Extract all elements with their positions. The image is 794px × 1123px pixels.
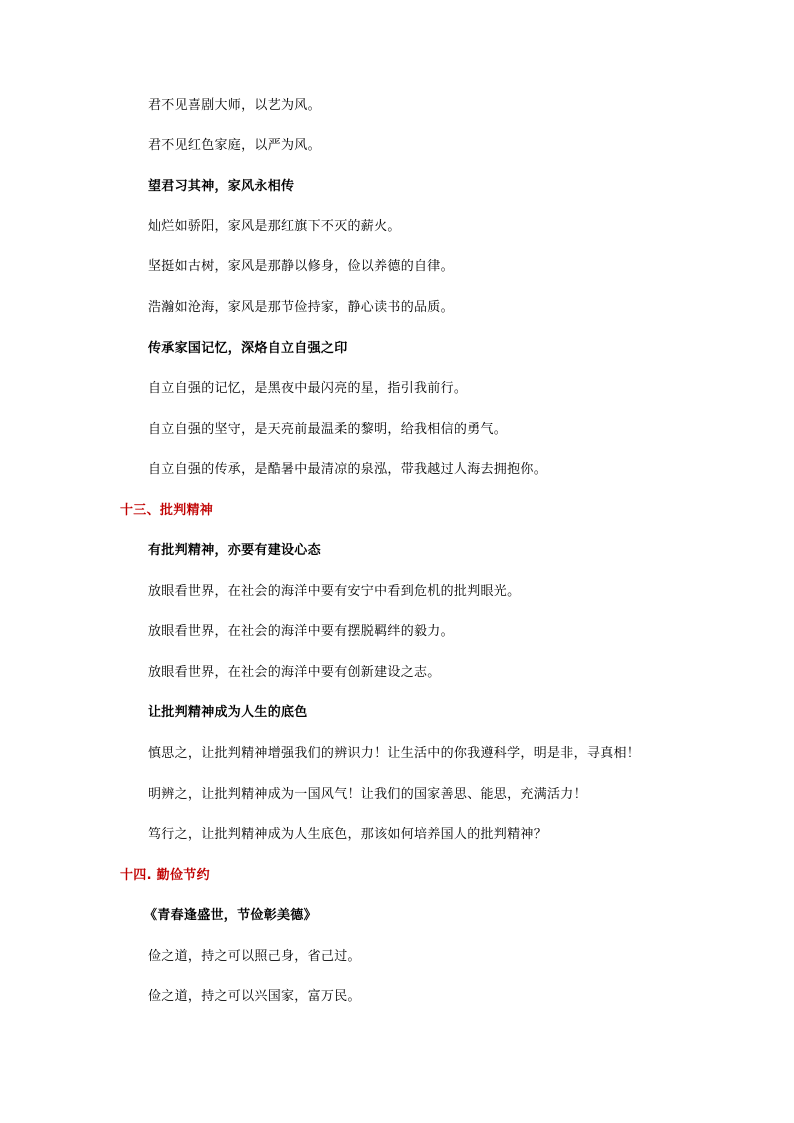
paragraph-line: 自立自强的记忆，是黑夜中最闪亮的星，指引我前行。 bbox=[148, 381, 468, 396]
paragraph-line: 明辨之，让批判精神成为一国风气！让我们的国家善思、能思，充满活力！ bbox=[148, 787, 587, 802]
paragraph-line: 君不见喜剧大师，以艺为风。 bbox=[148, 98, 321, 113]
paragraph-line: 笃行之，让批判精神成为人生底色，那该如何培养国人的批判精神？ bbox=[148, 827, 548, 842]
paragraph-line: 放眼看世界，在社会的海洋中要有创新建设之志。 bbox=[148, 665, 441, 680]
paragraph-line: 坚挺如古树，家风是那静以修身，俭以养德的自律。 bbox=[148, 259, 454, 274]
paragraph-line: 放眼看世界，在社会的海洋中要有安宁中看到危机的批判眼光。 bbox=[148, 584, 521, 599]
paragraph-line: 自立自强的传承，是酷暑中最清凉的泉泓，带我越过人海去拥抱你。 bbox=[148, 462, 548, 477]
section-heading: 十三、批判精神 bbox=[120, 503, 214, 518]
subheading: 传承家国记忆，深烙自立自强之印 bbox=[148, 341, 348, 356]
subheading: 让批判精神成为人生的底色 bbox=[148, 705, 308, 720]
paragraph-line: 灿烂如骄阳，家风是那红旗下不灭的薪火。 bbox=[148, 219, 401, 234]
paragraph-line: 君不见红色家庭，以严为风。 bbox=[148, 138, 321, 153]
subheading: 有批判精神，亦要有建设心态 bbox=[148, 543, 321, 558]
paragraph-line: 自立自强的坚守，是天亮前最温柔的黎明，给我相信的勇气。 bbox=[148, 422, 508, 437]
subheading: 《青春逢盛世，节俭彰美德》 bbox=[144, 908, 317, 923]
paragraph-line: 俭之道，持之可以兴国家，富万民。 bbox=[148, 989, 361, 1004]
section-heading: 十四. 勤俭节约 bbox=[120, 868, 210, 883]
subheading: 望君习其神，家风永相传 bbox=[148, 179, 295, 194]
paragraph-line: 浩瀚如沧海，家风是那节俭持家，静心读书的品质。 bbox=[148, 300, 454, 315]
paragraph-line: 放眼看世界，在社会的海洋中要有摆脱羁绊的毅力。 bbox=[148, 624, 454, 639]
paragraph-line: 俭之道，持之可以照己身，省己过。 bbox=[148, 949, 361, 964]
paragraph-line: 慎思之，让批判精神增强我们的辨识力！让生活中的你我遵科学，明是非，寻真相！ bbox=[148, 746, 641, 761]
